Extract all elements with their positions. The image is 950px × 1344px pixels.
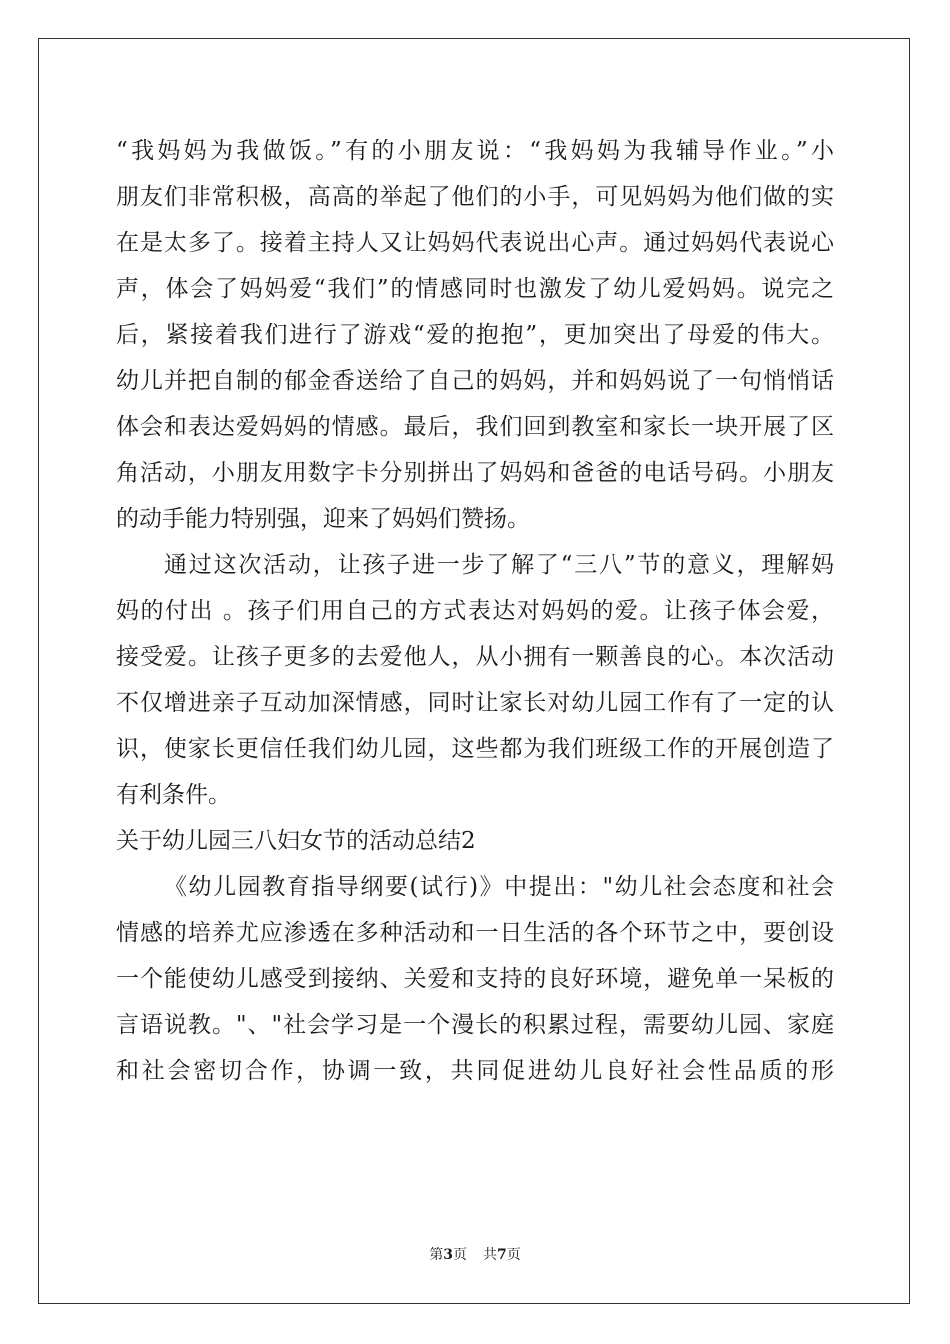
text-line: “我妈妈为我做饭。”有的小朋友说：“我妈妈为我辅导作业。”小 bbox=[116, 138, 834, 164]
text-line: 妈的付出 。孩子们用自己的方式表达对妈妈的爱。让孩子体会爱， bbox=[116, 598, 834, 624]
text-line: 《幼儿园教育指导纲要(试行)》中提出："幼儿社会态度和社会 bbox=[164, 874, 834, 900]
text-line: 在是太多了。接着主持人又让妈妈代表说出心声。通过妈妈代表说心 bbox=[116, 230, 834, 256]
page-suffix: 页 bbox=[453, 1247, 467, 1263]
text-line: 接受爱。让孩子更多的去爱他人，从小拥有一颗善良的心。本次活动 bbox=[116, 644, 834, 670]
text-line: 言语说教。"、"社会学习是一个漫长的积累过程，需要幼儿园、家庭 bbox=[116, 1012, 834, 1038]
text-line: 识，使家长更信任我们幼儿园，这些都为我们班级工作的开展创造了 bbox=[116, 736, 834, 762]
total-pages: 7 bbox=[497, 1247, 507, 1263]
paragraph-1 bbox=[116, 128, 834, 542]
total-suffix: 页 bbox=[506, 1247, 521, 1263]
text-line: 声，体会了妈妈爱“我们”的情感同时也激发了幼儿爱妈妈。说完之 bbox=[116, 276, 834, 302]
text-line: 不仅增进亲子互动加深情感，同时让家长对幼儿园工作有了一定的认 bbox=[116, 690, 834, 716]
paragraph-3 bbox=[116, 864, 834, 1094]
page-number: 3 bbox=[443, 1247, 453, 1263]
text-line: 通过这次活动，让孩子进一步了解了“三八”节的意义，理解妈 bbox=[164, 552, 834, 578]
text-line: 有利条件。 bbox=[116, 782, 231, 808]
paragraph-2 bbox=[116, 542, 834, 818]
section-heading: 关于幼儿园三八妇女节的活动总结2 bbox=[116, 828, 476, 854]
text-line: 情感的培养尤应渗透在多种活动和一日生活的各个环节之中，要创设 bbox=[116, 920, 834, 946]
text-line: 朋友们非常积极，高高的举起了他们的小手，可见妈妈为他们做的实 bbox=[116, 184, 834, 210]
document-body bbox=[116, 128, 834, 1094]
text-line: 和社会密切合作，协调一致，共同促进幼儿良好社会性品质的形 bbox=[116, 1058, 834, 1084]
text-line: 一个能使幼儿感受到接纳、关爱和支持的良好环境，避免单一呆板的 bbox=[116, 966, 834, 992]
total-prefix: 共 bbox=[483, 1247, 497, 1263]
text-line: 角活动，小朋友用数字卡分别拼出了妈妈和爸爸的电话号码。小朋友 bbox=[116, 460, 834, 486]
text-line: 后，紧接着我们进行了游戏“爱的抱抱”，更加突出了母爱的伟大。 bbox=[116, 322, 834, 348]
page-footer bbox=[0, 1244, 950, 1264]
text-line: 体会和表达爱妈妈的情感。最后，我们回到教室和家长一块开展了区 bbox=[116, 414, 834, 440]
text-line: 的动手能力特别强，迎来了妈妈们赞扬。 bbox=[116, 506, 530, 532]
text-line: 幼儿并把自制的郁金香送给了自己的妈妈，并和妈妈说了一句悄悄话 bbox=[116, 368, 834, 394]
page-prefix: 第 bbox=[429, 1247, 444, 1263]
